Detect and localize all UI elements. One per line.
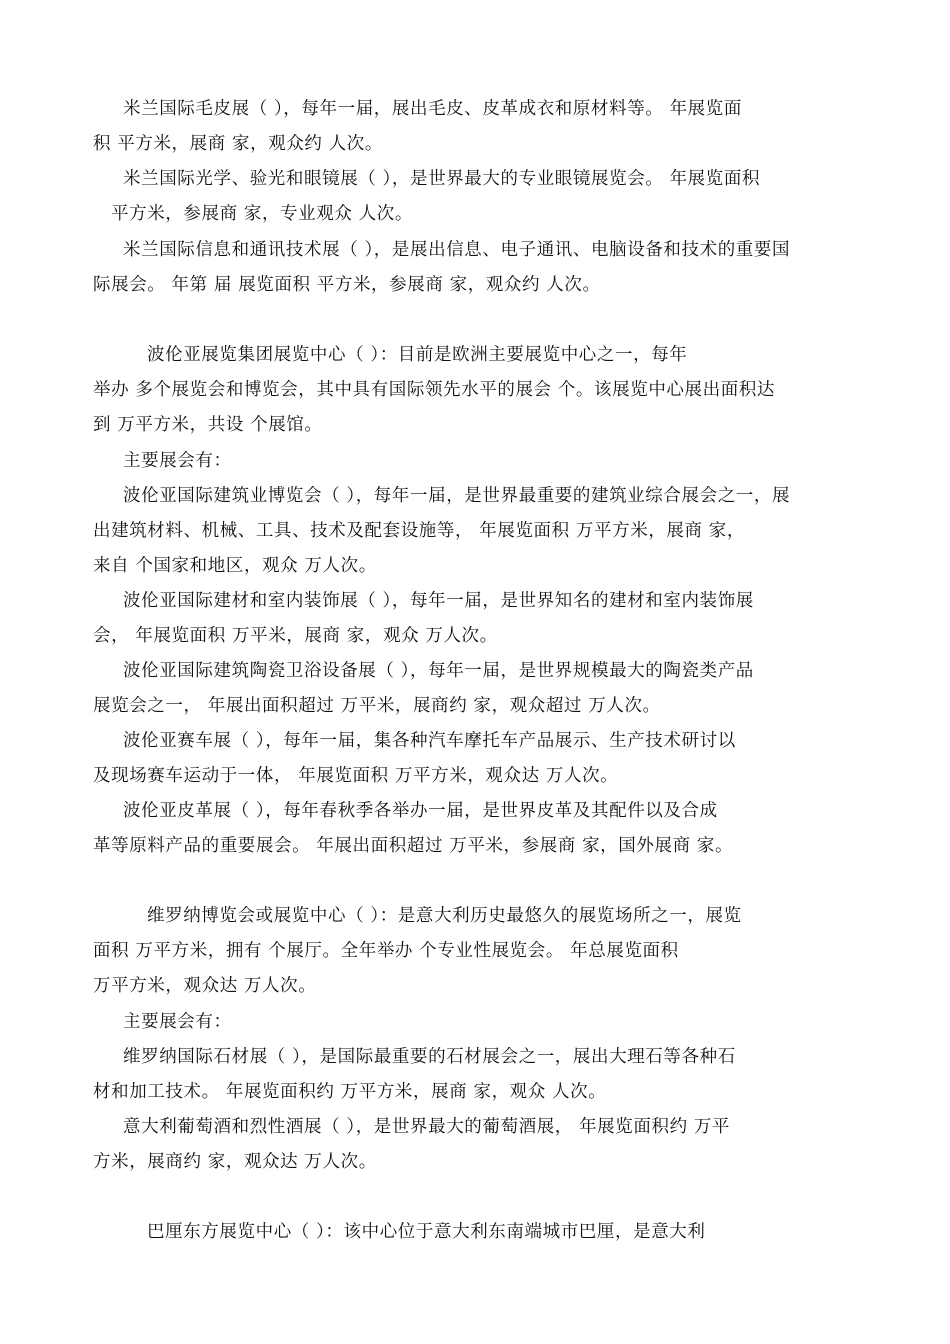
text-line: 主要展会有：: [123, 451, 232, 471]
text-line: 米兰国际信息和通讯技术展（ ），是展出信息、电子通讯、电脑设备和技术的重要国: [123, 240, 791, 260]
text-line: 万平方米，观众达 万人次。: [93, 976, 317, 996]
text-line: 波伦亚国际建筑业博览会（ ），每年一届，是世界最重要的建筑业综合展会之一，展: [123, 486, 791, 506]
text-line: 展览会之一， 年展出面积超过 万平米，展商约 家，观众超过 万人次。: [93, 696, 661, 716]
text-line: 意大利葡萄酒和烈性酒展（ ），是世界最大的葡萄酒展， 年展览面积约 万平: [123, 1117, 731, 1137]
text-line: 维罗纳博览会或展览中心（ ）：是意大利历史最悠久的展览场所之一，展览: [147, 906, 742, 926]
text-line: 波伦亚皮革展（ ），每年春秋季各举办一届，是世界皮革及其配件以及合成: [123, 801, 718, 821]
text-line: 际展会。 年第 届 展览面积 平方米，参展商 家，观众约 人次。: [93, 275, 601, 295]
text-line: 主要展会有：: [123, 1012, 232, 1032]
text-line: 波伦亚赛车展（ ），每年一届，集各种汽车摩托车产品展示、生产技术研讨以: [123, 731, 736, 751]
text-line: 波伦亚展览集团展览中心（ ）：目前是欧洲主要展览中心之一，每年: [147, 345, 688, 365]
text-line: 举办 多个展览会和博览会，其中具有国际领先水平的展会 个。该展览中心展出面积达: [93, 380, 776, 400]
text-line: 积 平方米，展商 家，观众约 人次。: [93, 134, 383, 154]
text-line: 米兰国际毛皮展（ ），每年一届，展出毛皮、皮革成衣和原材料等。 年展览面: [123, 99, 742, 119]
text-line: 方米，展商约 家，观众达 万人次。: [93, 1152, 377, 1172]
text-line: 及现场赛车运动于一体， 年展览面积 万平方米，观众达 万人次。: [93, 766, 619, 786]
text-line: 到 万平方米，共设 个展馆。: [93, 415, 323, 435]
text-line: 波伦亚国际建材和室内装饰展（ ），每年一届，是世界知名的建材和室内装饰展: [123, 591, 754, 611]
text-line: 巴厘东方展览中心（ ）：该中心位于意大利东南端城市巴厘，是意大利: [147, 1222, 706, 1242]
text-line: 材和加工技术。 年展览面积约 万平方米，展商 家，观众 人次。: [93, 1082, 607, 1102]
text-line: 维罗纳国际石材展（ ），是国际最重要的石材展会之一，展出大理石等各种石: [123, 1047, 736, 1067]
text-line: 会， 年展览面积 万平米，展商 家，观众 万人次。: [93, 626, 498, 646]
text-line: 米兰国际光学、验光和眼镜展（ ），是世界最大的专业眼镜展览会。 年展览面积: [123, 169, 761, 189]
text-line: 面积 万平方米，拥有 个展厅。全年举办 个专业性展览会。 年总展览面积: [93, 941, 679, 961]
text-line: 革等原料产品的重要展会。 年展出面积超过 万平米，参展商 家，国外展商 家。: [93, 836, 734, 856]
text-line: 出建筑材料、机械、工具、技术及配套设施等， 年展览面积 万平方米，展商 家，: [93, 521, 745, 541]
text-line: 来自 个国家和地区，观众 万人次。: [93, 556, 377, 576]
text-line: 波伦亚国际建筑陶瓷卫浴设备展（ ），每年一届，是世界规模最大的陶瓷类产品: [123, 661, 754, 681]
text-line: 平方米，参展商 家，专业观众 人次。: [111, 204, 413, 224]
